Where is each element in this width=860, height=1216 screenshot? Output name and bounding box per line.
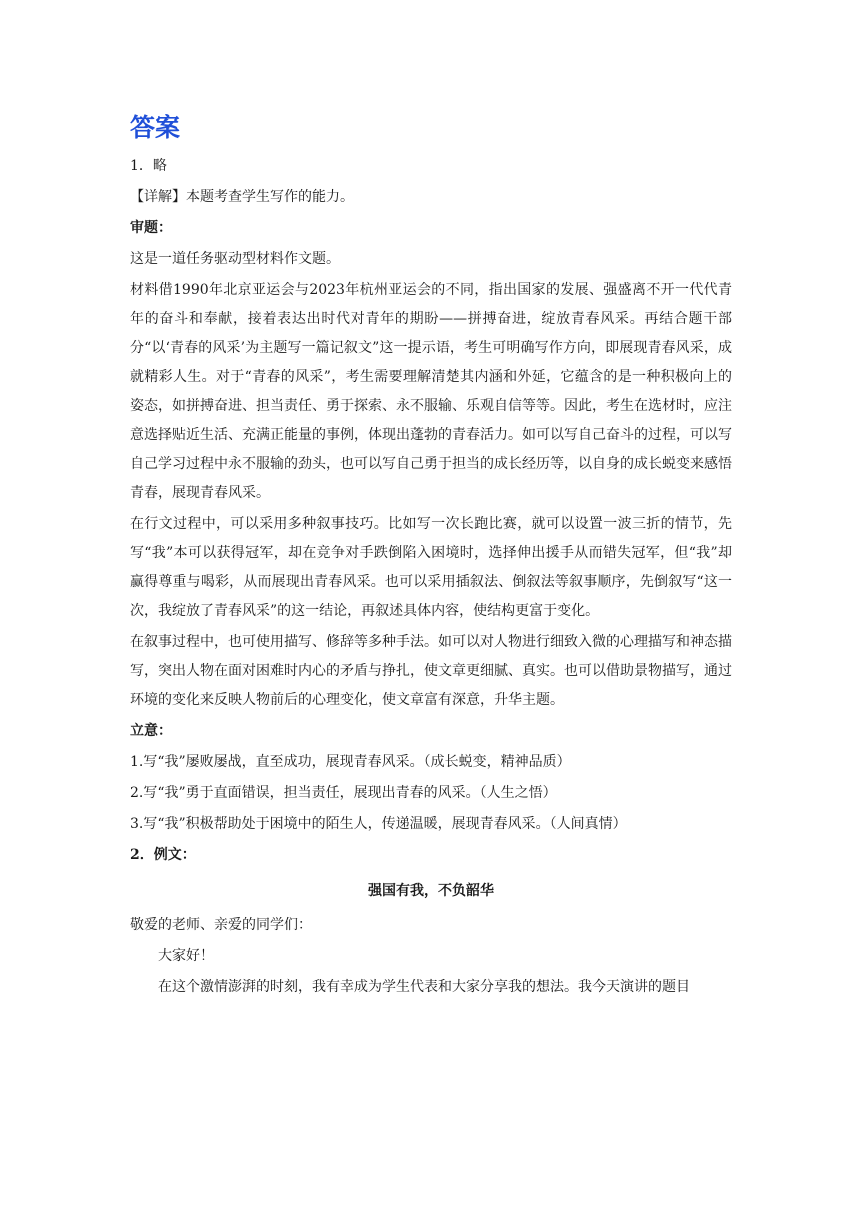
review-paragraph-4: 在叙事过程中，也可使用描写、修辞等多种手法。如可以对人物进行细致入微的心理描写和神态描写，突出人物在面对困难时内心的矛盾与挣扎，使文章更细腻、真实。也可以借助景物描写，通过环境的变化来反映人物前后的心理变化，使文章富有深意，升华主题。 (130, 634, 732, 708)
greeting: 大家好！ (158, 948, 214, 964)
question-2-label: 2．例文： (130, 847, 196, 863)
detail-line: 【详解】本题考查学生写作的能力。 (130, 189, 354, 205)
essay-title: 强国有我，不负韶华 (368, 883, 494, 899)
document-page (130, 108, 732, 1004)
question-1-label: 1．略 (130, 158, 167, 174)
idea-item-3: 3.写“我”积极帮助处于困境中的陌生人，传递温暖，展现青春风采。（人间真情） (130, 816, 627, 832)
idea-item-1: 1.写“我”屡败屡战，直至成功，展现青春风采。（成长蜕变，精神品质） (130, 754, 571, 770)
review-paragraph-2: 材料借1990年北京亚运会与2023年杭州亚运会的不同，指出国家的发展、强盛离不开一代代青年的奋斗和奉献，接着表达出时代对青年的期盼——拼搏奋进，绽放青春风采。再结合题干部分“以‘青春的风采’为主题写一篇记叙文”这一提示语，考生可明确写作方向，即展现青春风采，成就精彩人生。对于“青春的风采”，考生需要理解清楚其内涵和外延，它蕴含的是一种积极向上的姿态，如拼搏奋进、担当责任、勇于探索、永不服输、乐观自信等等。因此，考生在选材时，应注意选择贴近生活、充满正能量的事例，体现出蓬勃的青春活力。如可以写自己奋斗的过程，可以写自己学习过程中永不服输的劲头，也可以写自己勇于担当的成长经历等，以自身的成长蜕变来感悟青春，展现青春风采。 (130, 282, 732, 501)
review-paragraph-3: 在行文过程中，可以采用多种叙事技巧。比如写一次长跑比赛，就可以设置一波三折的情节，先写“我”本可以获得冠军，却在竞争对手跌倒陷入困境时，选择伸出援手从而错失冠军，但“我”却赢得尊重与喝彩，从而展现出青春风采。也可以采用插叙法、倒叙法等叙事顺序，先倒叙写“这一次，我绽放了青春风采”的这一结论，再叙述具体内容，使结构更富于变化。 (130, 516, 732, 619)
salutation: 敬爱的老师、亲爱的同学们： (130, 917, 312, 933)
idea-item-2: 2.写“我”勇于直面错误，担当责任，展现出青春的风采。（人生之悟） (130, 785, 557, 801)
opening-paragraph: 在这个激情澎湃的时刻，我有幸成为学生代表和大家分享我的想法。我今天演讲的题目 (158, 979, 690, 995)
idea-heading: 立意： (130, 723, 172, 739)
answer-heading: 答案 (130, 113, 181, 142)
review-paragraph-1: 这是一道任务驱动型材料作文题。 (130, 251, 340, 267)
review-heading: 审题： (130, 220, 172, 236)
